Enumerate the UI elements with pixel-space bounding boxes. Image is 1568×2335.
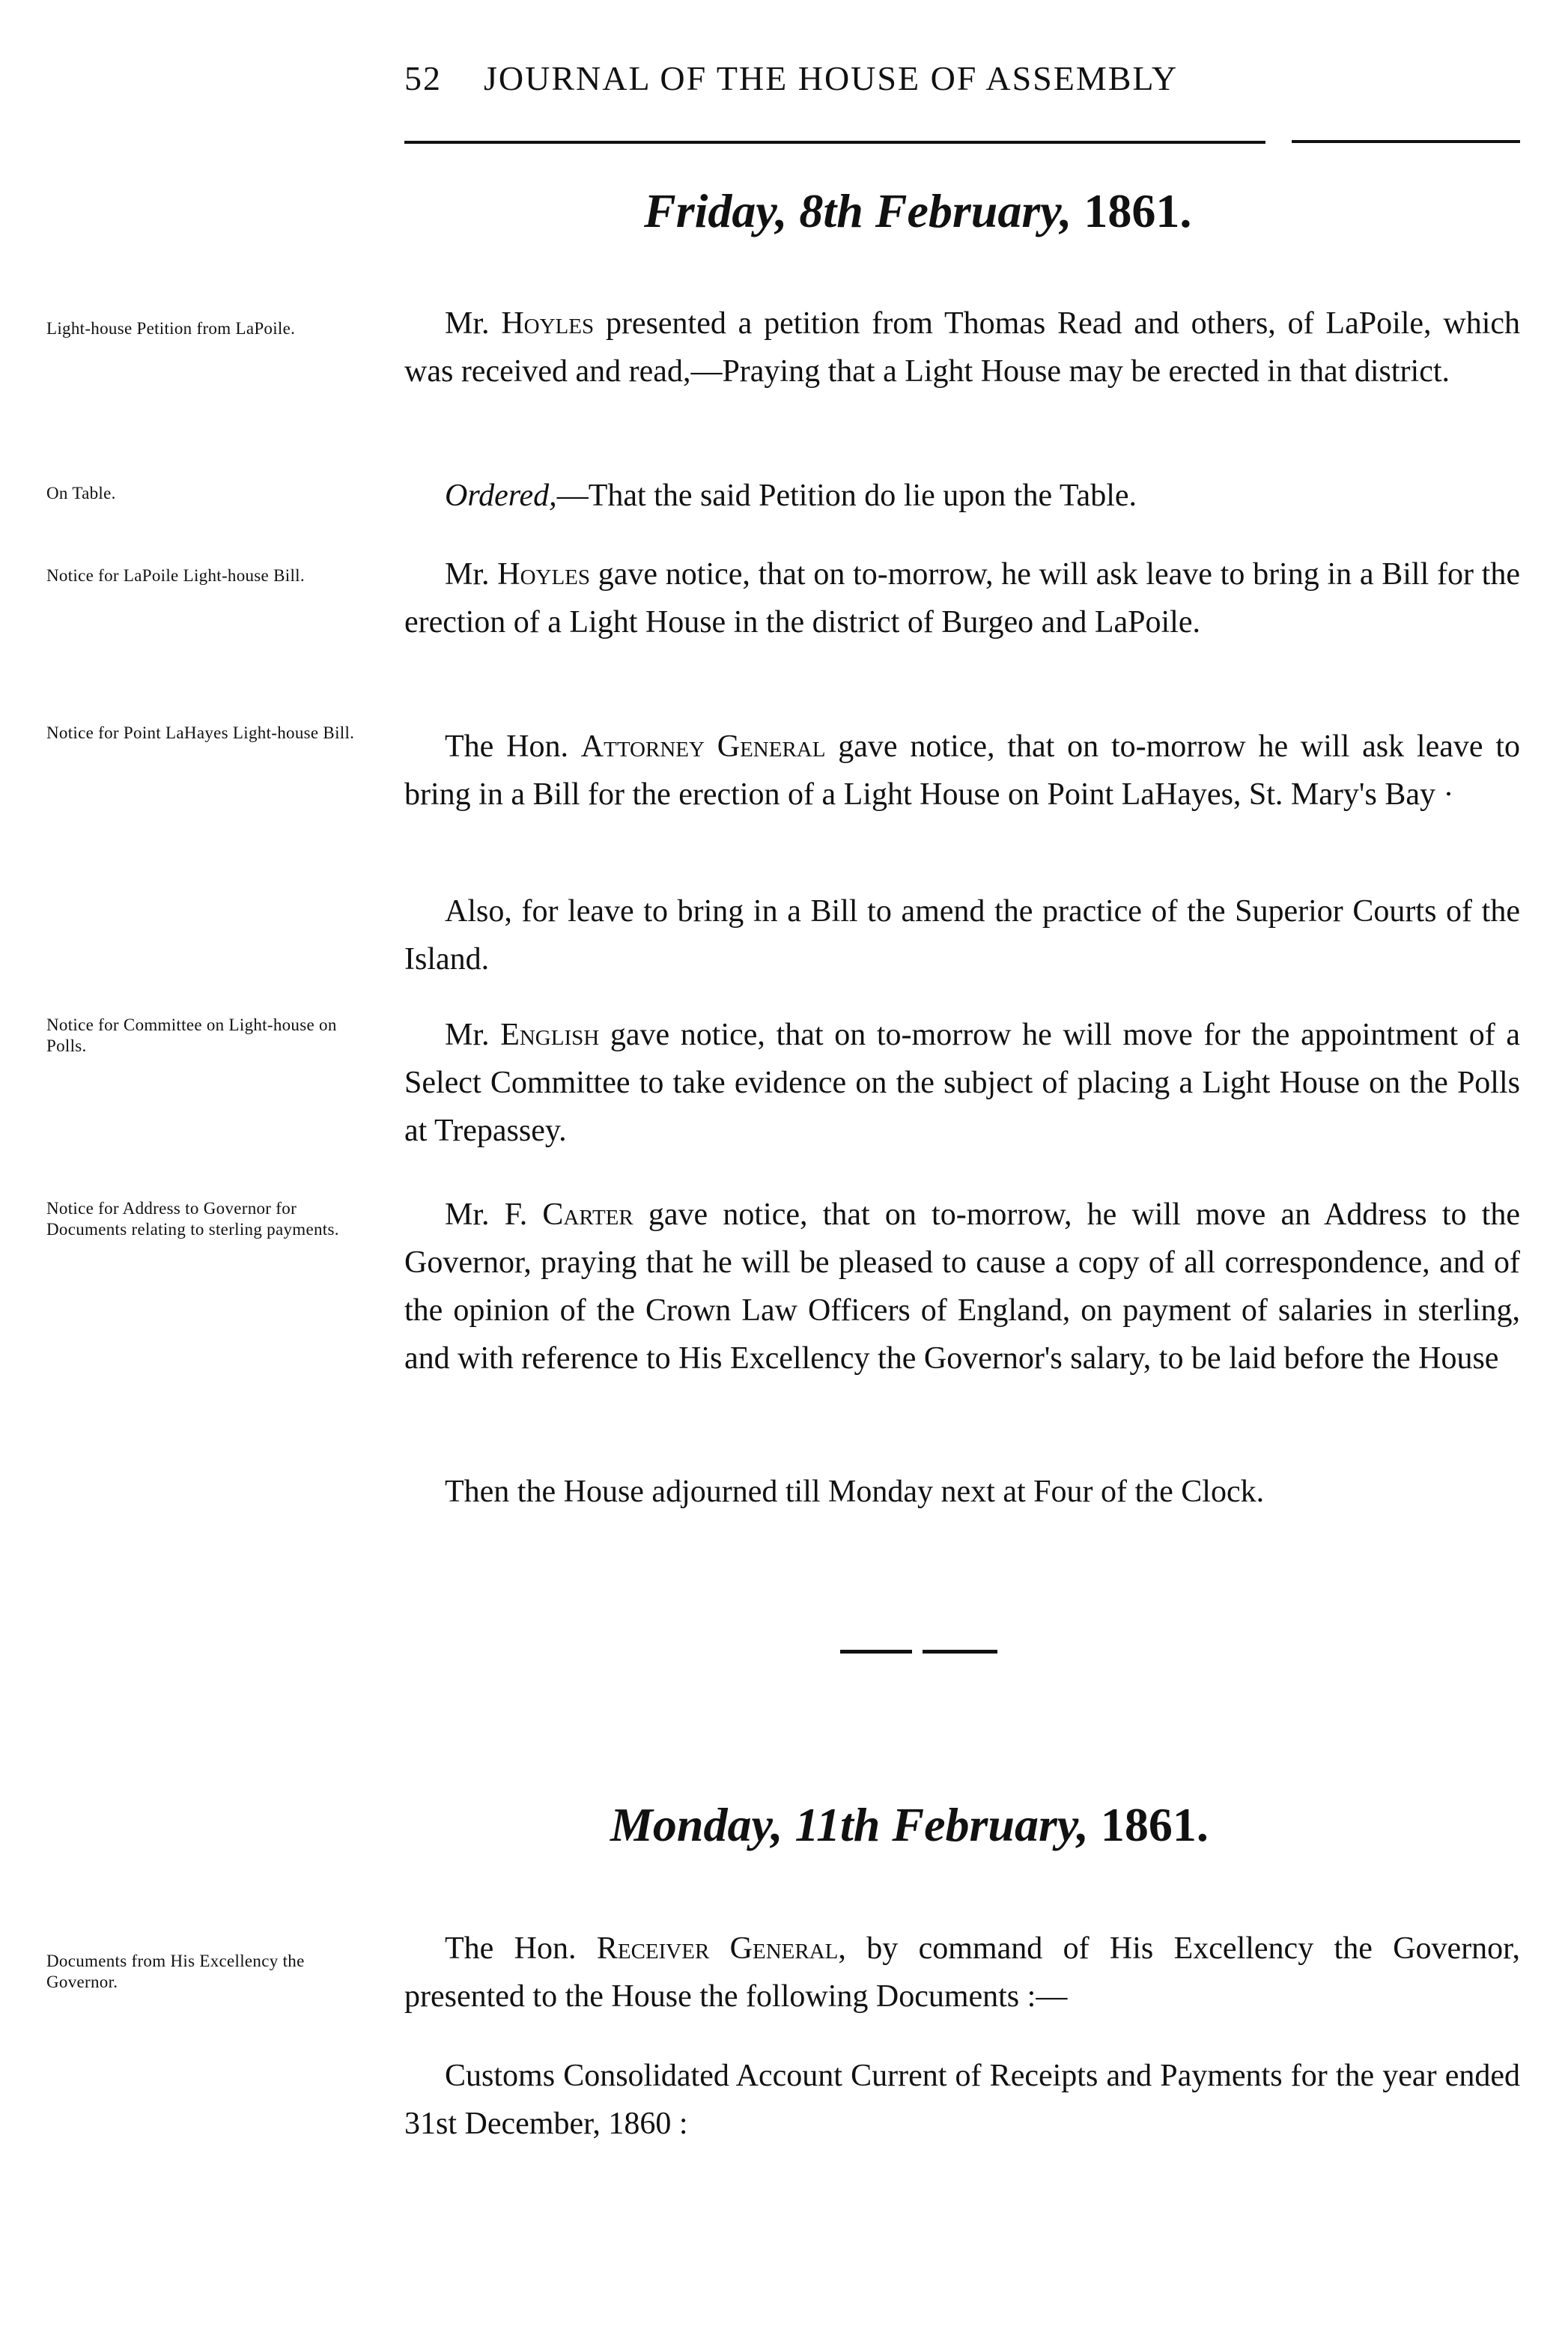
entry-text: Also, for leave to bring in a Bill to amend the practice of the Superior Courts of the Island.: [404, 894, 1520, 977]
margin-note: Documents from His Excellency the Governor.: [46, 1952, 305, 1991]
heading-day: Friday,: [644, 184, 788, 237]
journal-entry: [404, 1468, 1520, 1516]
entry-speaker: Attorney General: [580, 729, 826, 764]
entry-lead: Ordered,: [445, 479, 557, 513]
entry-text: Customs Consolidated Account Current of Receipts and Payments for the year ended 31st December, 1860 :: [404, 2059, 1520, 2141]
entry-speaker: English: [500, 1018, 600, 1052]
journal-entry: [404, 300, 1520, 395]
entry-text: Then the House adjourned till Monday next at Four of the Clock.: [445, 1475, 1265, 1509]
heading-year: 1861.: [1100, 1798, 1209, 1851]
entry-speaker: Receiver General: [596, 1931, 839, 1966]
entry-text: presented a petition from Thomas Read and others, of LaPoile, which was received and read,—Praying that a Light House may be erected in that district.: [404, 306, 1521, 389]
day-heading-monday: [610, 1797, 1209, 1853]
day-heading-friday: [644, 183, 1191, 239]
entry-speaker: Hoyles: [501, 306, 595, 341]
heading-year: 1861.: [1084, 184, 1192, 237]
header-rule: [1292, 140, 1520, 143]
margin-note: Notice for Point LaHayes Light-house Bill.: [46, 723, 355, 742]
margin-note: Notice for LaPoile Light-house Bill.: [46, 566, 305, 585]
entry-speaker: Carter: [542, 1197, 633, 1232]
heading-month: February,: [875, 184, 1072, 237]
entry-lead: Mr.: [445, 557, 498, 592]
entry-lead: The Hon.: [445, 729, 581, 764]
heading-date: 11th: [794, 1798, 881, 1851]
entry-text: —That the said Petition do lie upon the Table.: [556, 479, 1137, 513]
entry-lead: Mr.: [445, 306, 502, 341]
section-separator: [923, 1650, 997, 1654]
margin-note: Light-house Petition from LaPoile.: [46, 319, 296, 338]
running-title: JOURNAL OF THE HOUSE OF ASSEMBLY: [484, 59, 1179, 97]
journal-entry: [404, 887, 1520, 983]
entry-text: gave notice, that on to-morrow, he will move an Address to the Governor, praying that he will be pleased to cause a copy of all correspondence, and of the opinion of the Crown Law Officers of England, on payment of salaries in sterling, and with reference to His Excellency the Governor's salary, to be laid before the House: [404, 1197, 1520, 1376]
margin-note: On Table.: [46, 484, 116, 502]
journal-entry: [404, 472, 1520, 520]
margin-note: Notice for Committee on Light-house on Polls.: [46, 1015, 337, 1055]
entry-text: gave notice, that on to-morrow, he will ask leave to bring in a Bill for the erection of a Light House in the district of Burgeo and LaPoile.: [404, 557, 1520, 640]
journal-entry: [404, 1011, 1520, 1155]
entry-speaker: Hoyles: [497, 557, 591, 592]
running-header: [404, 58, 1178, 98]
entry-text: , by command of His Excellency the Governor, presented to the House the following Documents :—: [404, 1931, 1520, 2014]
journal-entry: [404, 2052, 1520, 2148]
journal-entry: [404, 723, 1520, 819]
heading-day: Monday,: [610, 1798, 783, 1851]
heading-month: February,: [892, 1798, 1089, 1851]
section-separator: [840, 1650, 912, 1654]
entry-text: gave notice, that on to-morrow he will move for the appointment of a Select Committee to take evidence on the subject of placing a Light House on the Polls at Trepassey.: [404, 1018, 1521, 1148]
header-rule: [404, 141, 1265, 144]
entry-text: gave notice, that on to-morrow he will ask leave to bring in a Bill for the erection of a Light House on Point LaHayes, St. Mary's Bay ·: [404, 729, 1520, 812]
journal-entry: [404, 550, 1520, 646]
journal-entry: [404, 1925, 1520, 2020]
entry-lead: The Hon.: [445, 1931, 597, 1966]
heading-date: 8th: [799, 184, 863, 237]
entry-lead: Mr.: [445, 1018, 501, 1052]
entry-lead: Mr. F.: [445, 1197, 543, 1232]
margin-note: Notice for Address to Governor for Documents relating to sterling payments.: [46, 1199, 339, 1239]
page-number: 52: [404, 59, 442, 97]
journal-entry: [404, 1191, 1520, 1382]
